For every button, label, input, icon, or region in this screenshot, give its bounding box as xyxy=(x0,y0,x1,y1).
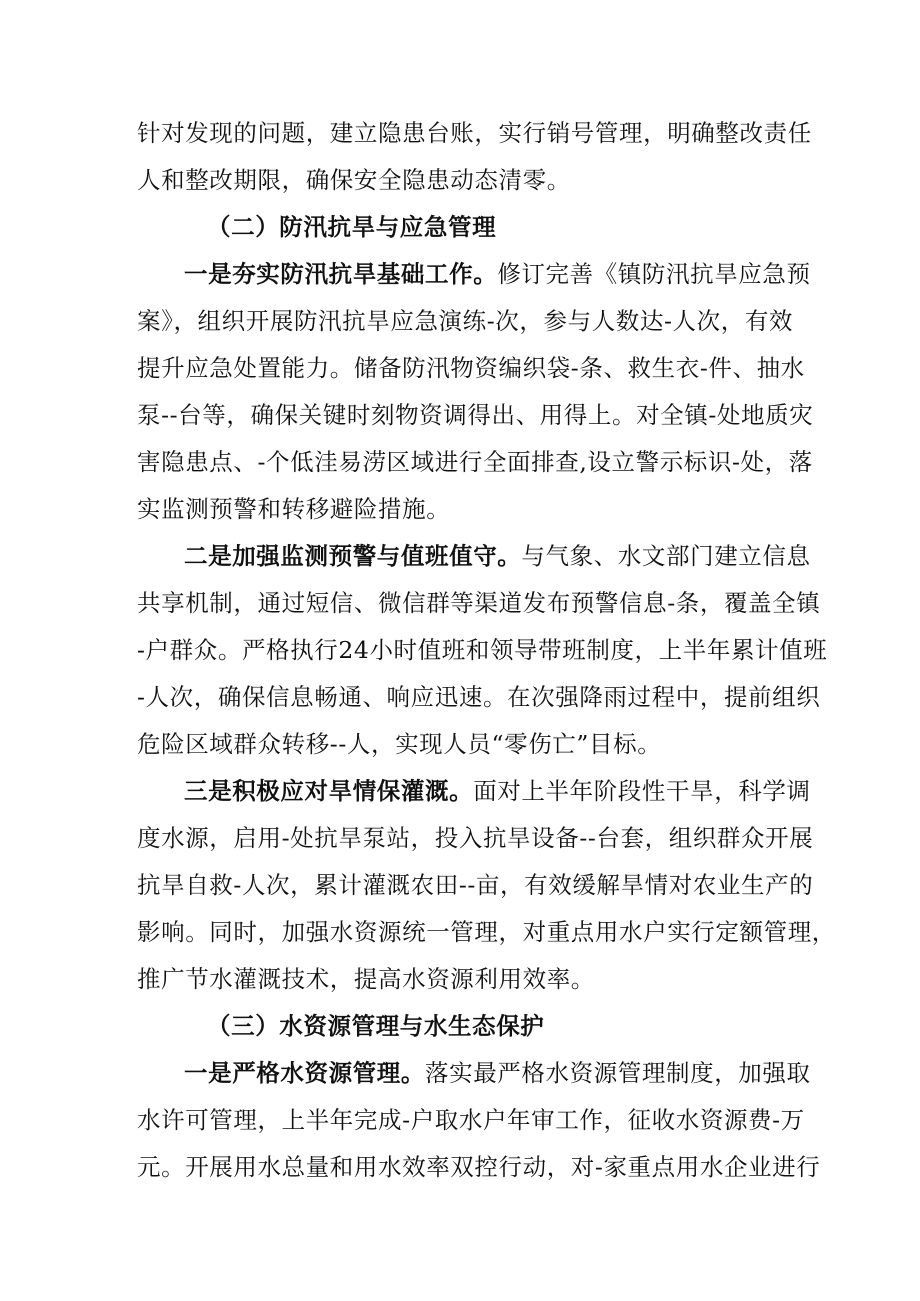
paragraph-first-line xyxy=(137,768,811,815)
paragraph-line: 抗旱自救-人次，累计灌溉农田--亩，有效缓解旱情对农业生产的 xyxy=(137,871,814,899)
paragraph-text: 面对上半年阶段性干旱，科学调 xyxy=(473,777,811,805)
paragraph-line: 针对发现的问题，建立隐患台账，实行销号管理，明确整改责任 xyxy=(137,119,812,147)
paragraph-line: 人和整改期限，确保安全隐患动态清零。 xyxy=(137,166,571,194)
paragraph-line: 案》，组织开展防汛抗旱应急演练-次，参与人数达-人次，有效 xyxy=(137,307,794,335)
paragraph-line: 影响。同时，加强水资源统一管理，对重点用水户实行定额管理， xyxy=(137,918,836,946)
paragraph-text: 与气象、水文部门建立信息 xyxy=(521,542,811,570)
paragraph-line: 推广节水灌溉技术，提高水资源利用效率。 xyxy=(137,965,595,993)
paragraph-first-line xyxy=(137,533,811,580)
paragraph-first-line xyxy=(137,1050,811,1097)
paragraph-line: 共享机制，通过短信、微信群等渠道发布预警信息-条，覆盖全镇 xyxy=(137,589,821,617)
paragraph-line: 提升应急处置能力。储备防汛物资编织袋-条、救生衣-件、抽水 xyxy=(137,354,805,382)
paragraph-line: -人次，确保信息畅通、响应迅速。在次强降雨过程中，提前组织 xyxy=(137,683,821,711)
paragraph-lead: 三是积极应对旱情保灌溉。 xyxy=(184,777,474,805)
paragraph-line: 实监测预警和转移避险措施。 xyxy=(137,495,451,523)
paragraph-text: 修订完善《镇防汛抗旱应急预 xyxy=(497,260,811,288)
section-heading: （二）防汛抗旱与应急管理 xyxy=(207,213,497,241)
paragraph-line: 度水源，启用-处抗旱泵站，投入抗旱设备--台套，组织群众开展 xyxy=(137,824,814,852)
paragraph-line: 元。开展用水总量和用水效率双控行动，对-家重点用水企业进行 xyxy=(137,1153,821,1181)
paragraph-line: 水许可管理，上半年完成-户取水户年审工作，征收水资源费-万 xyxy=(137,1106,805,1134)
paragraph-lead: 二是加强监测预警与值班值守。 xyxy=(184,542,522,570)
paragraph-text: 落实最严格水资源管理制度，加强取 xyxy=(425,1059,811,1087)
paragraph-lead: 一是严格水资源管理。 xyxy=(184,1059,425,1087)
paragraph-line: 危险区域群众转移--人，实现人员“零伤亡”目标。 xyxy=(137,730,662,758)
paragraph-lead: 一是夯实防汛抗旱基础工作。 xyxy=(184,260,498,288)
paragraph-line: -户群众。严格执行24小时值班和领导带班制度，上半年累计值班 xyxy=(137,636,828,664)
paragraph-first-line xyxy=(137,251,811,298)
section-heading: （三）水资源管理与水生态保护 xyxy=(207,1012,545,1040)
document-body xyxy=(137,110,836,1191)
paragraph-line: 泵--台等，确保关键时刻物资调得出、用得上。对全镇-处地质灾 xyxy=(137,401,814,429)
paragraph-line: 害隐患点、-个低洼易涝区域进行全面排查,设立警示标识-处，落 xyxy=(137,448,813,476)
